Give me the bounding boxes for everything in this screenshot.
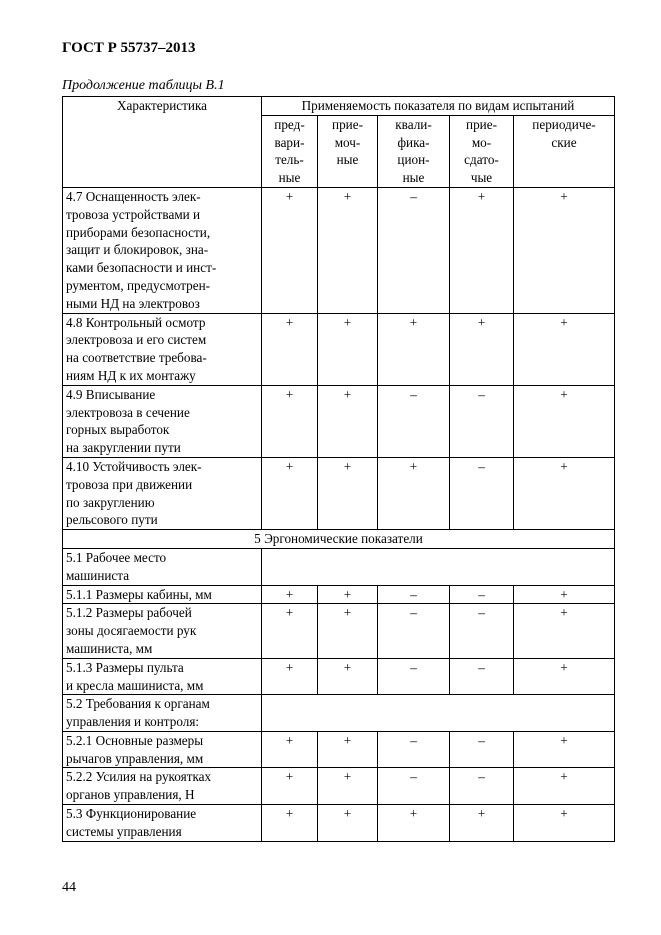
table-row [63, 658, 615, 695]
characteristic-cell [63, 313, 262, 385]
table-row [63, 385, 615, 457]
characteristic-line: по закруглению [66, 494, 155, 510]
table-row [63, 585, 615, 604]
characteristic-cell [63, 695, 262, 732]
applicability-mark: + [378, 805, 450, 842]
table-caption: Продолжение таблицы В.1 [62, 78, 225, 93]
applicability-mark: – [450, 768, 514, 805]
applicability-mark: + [514, 805, 615, 842]
applicability-mark: + [514, 457, 615, 529]
applicability-mark: + [262, 731, 318, 768]
characteristic-line: управления и контроля: [66, 714, 200, 730]
characteristic-line: и кресла машиниста, мм [66, 677, 204, 693]
characteristic-line: защит и блокировок, зна- [66, 242, 209, 258]
header-line: прие- [332, 116, 363, 132]
characteristic-line: 5.2.1 Основные размеры [66, 732, 204, 748]
applicability-mark: + [450, 313, 514, 385]
section-row [63, 530, 615, 549]
characteristic-line: рельсового пути [66, 512, 158, 528]
applicability-mark: + [514, 313, 615, 385]
applicability-mark: + [378, 457, 450, 529]
header-line: пред- [274, 116, 305, 132]
characteristic-cell [63, 768, 262, 805]
applicability-mark: + [318, 585, 378, 604]
characteristic-line: приборами безопасности, [66, 224, 211, 240]
document-header: ГОСТ Р 55737–2013 [62, 40, 196, 56]
applicability-mark: – [378, 768, 450, 805]
characteristic-cell [63, 604, 262, 658]
characteristic-line: 5.1.2 Размеры рабочей [66, 605, 192, 621]
applicability-mark: – [450, 604, 514, 658]
col-characteristic-header: Характеристика [63, 97, 262, 188]
header-line: квали- [395, 116, 432, 132]
characteristic-line: электровоза и его систем [66, 332, 207, 348]
applicability-mark: – [378, 585, 450, 604]
header-row [63, 97, 615, 116]
header-line: тель- [275, 152, 304, 168]
table-row [63, 457, 615, 529]
header-line: ские [551, 134, 577, 150]
applicability-mark: + [318, 385, 378, 457]
header-line: ные [402, 170, 425, 186]
characteristic-cell [63, 187, 262, 313]
characteristic-line: 5.3 Функционирование [66, 806, 197, 822]
characteristic-line: 5.2.2 Усилия на рукоятках [66, 769, 212, 785]
table-row [63, 731, 615, 768]
applicability-mark: – [378, 385, 450, 457]
applicability-mark: + [514, 604, 615, 658]
characteristic-line: ниям НД к их монтажу [66, 367, 196, 383]
header-line: цион- [397, 152, 430, 168]
empty-cell [262, 548, 615, 585]
header-line: периодиче- [532, 116, 596, 132]
applicability-mark: + [262, 768, 318, 805]
characteristic-line: 4.10 Устойчивость элек- [66, 458, 202, 474]
applicability-mark: + [262, 187, 318, 313]
applicability-mark: + [318, 768, 378, 805]
table-row [63, 768, 615, 805]
applicability-mark: – [378, 658, 450, 695]
applicability-mark: + [262, 457, 318, 529]
characteristic-line: 5.1 Рабочее место [66, 549, 167, 565]
applicability-mark: + [318, 187, 378, 313]
applicability-mark: + [318, 805, 378, 842]
characteristic-cell [63, 457, 262, 529]
applicability-mark: + [450, 187, 514, 313]
col-group-header: Применяемость показателя по видам испытаний [262, 97, 615, 116]
test-type-header [514, 115, 615, 187]
applicability-mark: + [514, 385, 615, 457]
applicability-mark: + [378, 313, 450, 385]
applicability-mark: + [514, 658, 615, 695]
characteristic-cell [63, 385, 262, 457]
header-line: ные [278, 170, 301, 186]
applicability-mark: – [450, 585, 514, 604]
characteristic-line: 5.2 Требования к органам [66, 696, 210, 712]
header-line: прие- [466, 116, 497, 132]
applicability-mark: + [318, 658, 378, 695]
applicability-mark: + [262, 604, 318, 658]
characteristic-line: ными НД на электровоз [66, 295, 200, 311]
header-line: сдато- [464, 152, 499, 168]
table-row [63, 313, 615, 385]
applicability-mark: – [378, 604, 450, 658]
header-line: моч- [334, 134, 361, 150]
test-type-header [378, 115, 450, 187]
characteristic-line: ками безопасности и инст- [66, 260, 217, 276]
applicability-mark: + [450, 805, 514, 842]
applicability-table [62, 96, 615, 842]
characteristic-line: 4.9 Вписывание [66, 386, 156, 402]
characteristic-line: на закруглении пути [66, 440, 181, 456]
characteristic-line: 4.7 Оснащенность элек- [66, 188, 201, 204]
page-number: 44 [62, 880, 76, 895]
characteristic-line: 4.8 Контрольный осмотр [66, 314, 206, 330]
applicability-mark: + [318, 313, 378, 385]
applicability-mark: – [450, 457, 514, 529]
applicability-mark: + [262, 658, 318, 695]
applicability-mark: + [262, 805, 318, 842]
test-type-header [450, 115, 514, 187]
characteristic-line: электровоза в сечение [66, 404, 190, 420]
characteristic-line: 5.1.1 Размеры кабины, мм [66, 586, 212, 602]
characteristic-cell [63, 805, 262, 842]
table-row [63, 805, 615, 842]
applicability-mark: + [514, 768, 615, 805]
characteristic-cell [63, 731, 262, 768]
characteristic-line: рычагов управления, мм [66, 750, 204, 766]
characteristic-line: машиниста [66, 567, 130, 583]
applicability-mark: – [450, 658, 514, 695]
test-type-header [318, 115, 378, 187]
applicability-mark: + [262, 385, 318, 457]
table-row [63, 695, 615, 732]
empty-cell [262, 695, 615, 732]
section-title: 5 Эргономические показатели [63, 530, 615, 549]
applicability-mark: + [262, 313, 318, 385]
applicability-mark: – [450, 731, 514, 768]
header-line: мо- [471, 134, 492, 150]
applicability-mark: + [262, 585, 318, 604]
characteristic-line: на соответствие требова- [66, 350, 207, 366]
table-row [63, 604, 615, 658]
characteristic-line: горных выработок [66, 422, 170, 438]
characteristic-cell [63, 658, 262, 695]
test-type-header [262, 115, 318, 187]
characteristic-line: 5.1.3 Размеры пульта [66, 659, 184, 675]
characteristic-line: рументом, предусмотрен- [66, 277, 211, 293]
characteristic-line: машиниста, мм [66, 640, 153, 656]
header-line: ные [336, 152, 359, 168]
applicability-mark: + [318, 604, 378, 658]
characteristic-line: системы управления [66, 823, 182, 839]
applicability-mark: – [450, 385, 514, 457]
header-line: фика- [397, 134, 430, 150]
characteristic-cell [63, 585, 262, 604]
applicability-mark: – [378, 731, 450, 768]
table-row [63, 187, 615, 313]
header-line: чые [470, 170, 493, 186]
characteristic-line: зоны досягаемости рук [66, 623, 197, 639]
applicability-mark: + [514, 731, 615, 768]
applicability-mark: + [514, 585, 615, 604]
header-line: вари- [274, 134, 305, 150]
applicability-mark: + [318, 731, 378, 768]
characteristic-line: тровоза при движении [66, 476, 193, 492]
table-row [63, 548, 615, 585]
applicability-mark: + [318, 457, 378, 529]
applicability-mark: – [378, 187, 450, 313]
applicability-mark: + [514, 187, 615, 313]
characteristic-line: тровоза устройствами и [66, 206, 201, 222]
characteristic-line: органов управления, Н [66, 787, 195, 803]
characteristic-cell [63, 548, 262, 585]
